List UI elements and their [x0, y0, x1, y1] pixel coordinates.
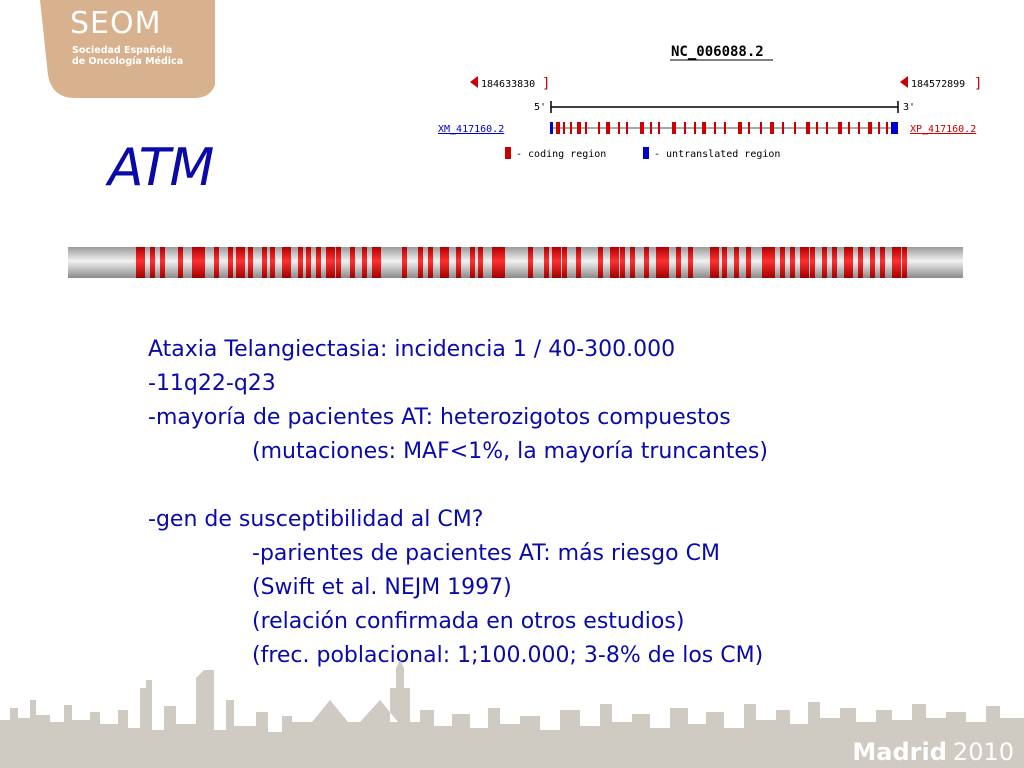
- exon-large: [644, 247, 649, 278]
- exon-large: [810, 247, 815, 278]
- exon-small: [724, 122, 726, 134]
- utr-legend-label: - untranslated region: [654, 149, 781, 160]
- body-line-7: (Swift et al. NEJM 1997): [252, 575, 512, 600]
- left-bracket: ]: [542, 76, 551, 92]
- exon-small: [868, 122, 872, 134]
- exon-small: [748, 122, 750, 134]
- coding-legend-swatch: [505, 147, 511, 159]
- exon-large: [136, 247, 145, 278]
- right-bracket: ]: [974, 76, 983, 92]
- exon-small: [650, 122, 652, 134]
- footer-city: Madrid: [852, 738, 947, 766]
- exon-large: [456, 247, 461, 278]
- exon-large: [598, 247, 603, 278]
- exon-large: [688, 247, 693, 278]
- exon-large: [762, 247, 771, 278]
- exon-large: [214, 247, 219, 278]
- exon-large: [270, 247, 275, 278]
- exon-small: [640, 122, 644, 134]
- exon-small: [760, 122, 762, 134]
- exon-small: [714, 122, 716, 134]
- exon-large: [402, 247, 407, 278]
- exon-small: [694, 122, 696, 134]
- exon-large: [870, 247, 875, 278]
- coding-legend-label: - coding region: [516, 149, 607, 160]
- exon-large: [858, 247, 863, 278]
- left-coord: 184633830: [481, 79, 536, 90]
- exon-small: [702, 122, 706, 134]
- body-line-8: (relación confirmada en otros estudios): [252, 609, 685, 634]
- body-line-1: Ataxia Telangiectasia: incidencia 1 / 40-300.000: [148, 337, 676, 362]
- exon-large: [880, 247, 885, 278]
- exon-small: [794, 122, 796, 134]
- exon-large: [192, 247, 201, 278]
- exon-large: [528, 247, 533, 278]
- exon-large: [282, 247, 291, 278]
- exon-large: [372, 247, 381, 278]
- utr-left-block: [550, 122, 553, 134]
- right-arrow-icon: [900, 76, 908, 88]
- exon-large: [562, 247, 567, 278]
- utr-right-block: [891, 122, 898, 134]
- exon-large: [418, 247, 423, 278]
- exon-large: [160, 247, 165, 278]
- five-prime-label: 5': [534, 102, 547, 113]
- exon-large: [248, 247, 253, 278]
- body-line-6: -parientes de pacientes AT: más riesgo CM: [252, 541, 720, 566]
- exon-large: [844, 247, 853, 278]
- exon-small: [816, 122, 818, 134]
- exon-small: [618, 122, 620, 134]
- exon-small: [684, 122, 686, 134]
- exon-small: [782, 122, 784, 134]
- seom-logo-title: SEOM: [70, 6, 162, 41]
- exon-large: [676, 247, 681, 278]
- body-blank-line: [148, 469, 908, 503]
- exon-large: [150, 247, 155, 278]
- exon-large: [492, 247, 501, 278]
- exon-large: [500, 247, 505, 278]
- accession-label: NC_006088.2: [671, 44, 764, 60]
- footer-year: 2010: [952, 738, 1014, 766]
- exon-large: [552, 247, 561, 278]
- exon-large: [350, 247, 355, 278]
- exon-small: [838, 122, 842, 134]
- exon-large: [178, 247, 183, 278]
- exon-small: [848, 122, 850, 134]
- exon-small: [585, 122, 587, 134]
- exon-large: [576, 247, 581, 278]
- body-line-4: (mutaciones: MAF<1%, la mayoría truncantes): [252, 439, 768, 464]
- exon-large: [316, 247, 321, 278]
- exon-large: [236, 247, 245, 278]
- exon-large: [734, 247, 739, 278]
- exon-large: [656, 247, 665, 278]
- right-protein-link[interactable]: XP_417160.2: [910, 124, 977, 135]
- exon-large: [630, 247, 635, 278]
- exon-large: [336, 247, 341, 278]
- exon-large: [664, 247, 669, 278]
- exon-small: [826, 122, 828, 134]
- seom-logo-line2: de Oncología Médica: [72, 56, 184, 67]
- exon-small: [598, 122, 600, 134]
- seom-logo-line1: Sociedad Española: [72, 45, 173, 56]
- exon-large: [200, 247, 205, 278]
- left-transcript-link[interactable]: XM_417160.2: [438, 124, 505, 135]
- three-prime-label: 3': [903, 102, 916, 113]
- exon-large: [470, 247, 475, 278]
- exon-large: [892, 247, 901, 278]
- exon-large: [326, 247, 335, 278]
- utr-legend-swatch: [643, 147, 649, 159]
- exon-small: [658, 122, 660, 134]
- exon-large: [428, 247, 433, 278]
- exon-large: [610, 247, 619, 278]
- exon-large: [822, 247, 827, 278]
- exon-large: [722, 247, 727, 278]
- slide-title: ATM: [108, 138, 214, 198]
- exon-small: [570, 122, 572, 134]
- exon-small: [738, 122, 742, 134]
- exon-small: [878, 122, 880, 134]
- exon-large: [780, 247, 785, 278]
- body-line-9: (frec. poblacional: 1;100.000; 3-8% de los CM): [252, 643, 764, 668]
- exon-small: [886, 122, 888, 134]
- exon-large: [770, 247, 775, 278]
- exon-small: [770, 122, 774, 134]
- exon-large: [832, 247, 837, 278]
- exon-large: [710, 247, 719, 278]
- exon-small: [858, 122, 860, 134]
- exon-large: [262, 247, 267, 278]
- body-line-2: -11q22-q23: [148, 371, 276, 396]
- exon-large: [228, 247, 233, 278]
- exon-small: [606, 122, 610, 134]
- exon-large: [620, 247, 625, 278]
- exon-small: [806, 122, 810, 134]
- exon-small: [563, 122, 565, 134]
- exon-small: [577, 122, 581, 134]
- body-text: [148, 333, 908, 673]
- gene-map: [0, 0, 1024, 290]
- body-line-5: -gen de susceptibilidad al CM?: [148, 507, 484, 532]
- exon-large: [800, 247, 809, 278]
- exon-large: [362, 247, 367, 278]
- exon-small: [626, 122, 628, 134]
- exon-large: [790, 247, 795, 278]
- exon-small: [556, 122, 560, 134]
- exon-large: [298, 247, 303, 278]
- exon-large: [902, 247, 907, 278]
- exon-large: [306, 247, 311, 278]
- right-coord: 184572899: [911, 79, 966, 90]
- exon-large: [440, 247, 449, 278]
- exon-large: [544, 247, 549, 278]
- exon-small: [672, 122, 676, 134]
- madrid-2010-label: [852, 738, 1014, 766]
- left-arrow-icon: [470, 76, 478, 88]
- exon-large: [478, 247, 483, 278]
- body-line-3: -mayoría de pacientes AT: heterozigotos compuestos: [148, 405, 731, 430]
- exon-large: [746, 247, 751, 278]
